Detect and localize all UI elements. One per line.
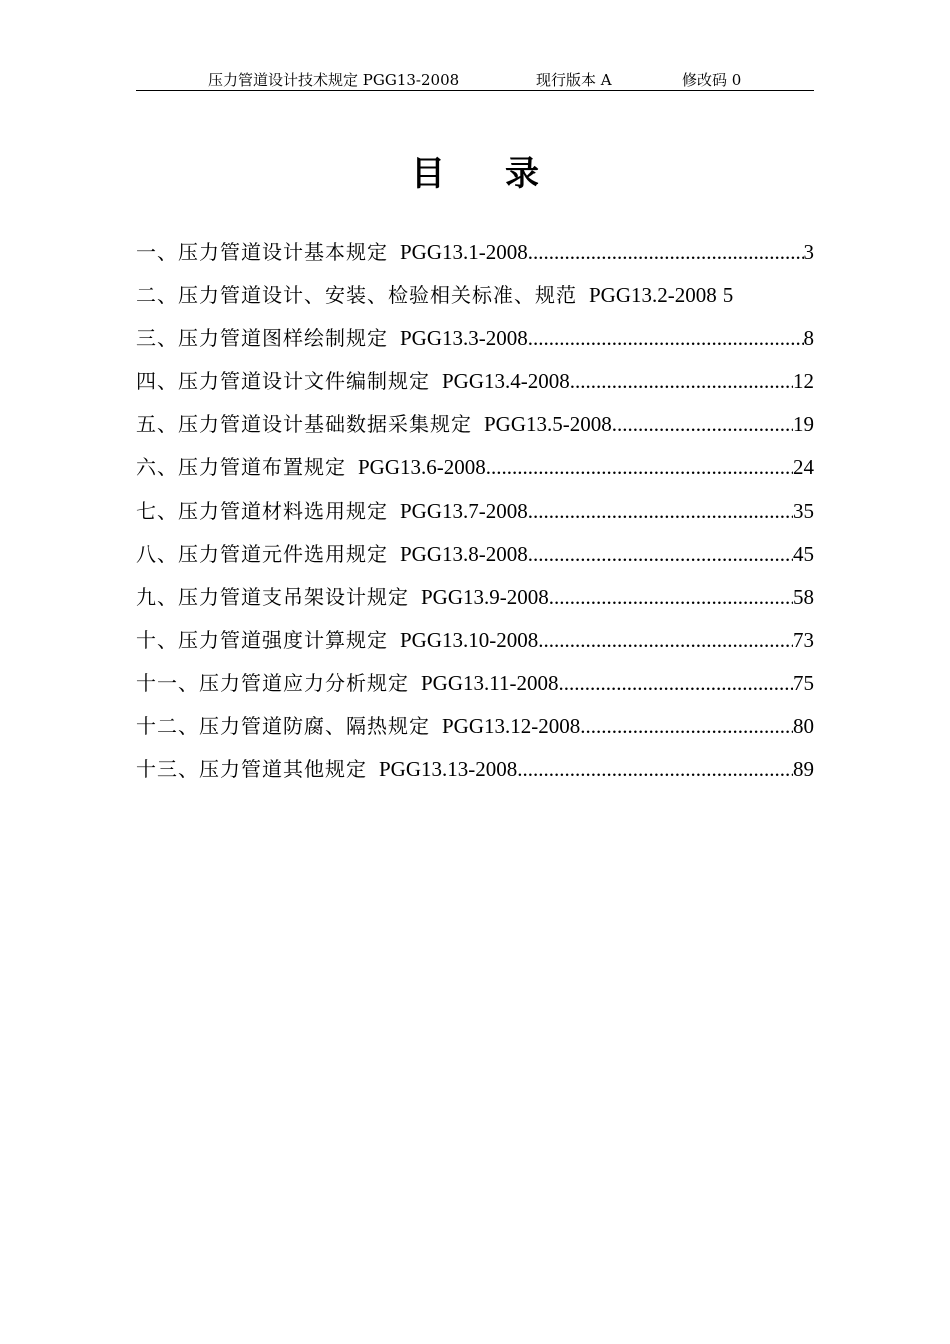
toc-entry-code: PGG13.7-2008	[400, 498, 528, 523]
toc-entry-title: 九、压力管道支吊架设计规定	[136, 584, 409, 609]
toc-entry-page: 58	[793, 584, 814, 609]
toc-entry-code: PGG13.11-2008	[421, 670, 559, 695]
toc-entry-title: 四、压力管道设计文件编制规定	[136, 369, 430, 394]
toc-entry-title: 五、压力管道设计基础数据采集规定	[136, 412, 472, 437]
toc-entry-title: 十一、压力管道应力分析规定	[136, 670, 409, 695]
toc-entry-page: 75	[793, 670, 814, 695]
toc-entry-page: 89	[793, 757, 814, 782]
toc-entry-code: PGG13.10-2008	[400, 627, 539, 652]
page-header	[136, 66, 814, 91]
toc-entry[interactable]	[136, 624, 814, 667]
toc-dot-leader	[570, 369, 793, 394]
toc-entry[interactable]	[136, 495, 814, 538]
toc-entry-title: 二、压力管道设计、安装、检验相关标准、规范	[136, 283, 577, 308]
toc-entry[interactable]	[136, 753, 814, 796]
toc-list	[136, 236, 814, 796]
toc-dot-leader	[528, 326, 804, 351]
toc-entry-title: 十二、压力管道防腐、隔热规定	[136, 714, 430, 739]
toc-entry[interactable]	[136, 236, 814, 279]
toc-entry-title: 十、压力管道强度计算规定	[136, 627, 388, 652]
toc-entry-page: 35	[793, 498, 814, 523]
toc-entry-title: 十三、压力管道其他规定	[136, 757, 367, 782]
toc-entry[interactable]	[136, 365, 814, 408]
toc-dot-leader	[517, 757, 793, 782]
toc-entry-title: 一、压力管道设计基本规定	[136, 240, 388, 264]
header-doc-title: 压力管道设计技术规定 PGG13-2008	[208, 71, 460, 89]
toc-entry-code: PGG13.9-2008	[421, 584, 549, 609]
toc-entry-page: 3	[803, 240, 814, 264]
toc-dot-leader	[549, 585, 793, 610]
toc-entry[interactable]	[136, 408, 814, 451]
toc-entry[interactable]	[136, 451, 814, 494]
toc-dot-leader	[580, 714, 793, 739]
toc-entry[interactable]	[136, 279, 814, 322]
toc-entry-title: 三、压力管道图样绘制规定	[136, 326, 388, 351]
toc-entry-page: 45	[793, 541, 814, 566]
toc-entry-title: 八、压力管道元件选用规定	[136, 541, 388, 566]
toc-entry-page: 5	[722, 283, 734, 308]
toc-entry-code: PGG13.8-2008	[400, 541, 528, 566]
toc-dot-leader	[558, 671, 793, 696]
toc-entry[interactable]	[136, 667, 814, 710]
toc-entry-page: 19	[793, 412, 814, 437]
header-version: 现行版本 A	[536, 71, 612, 89]
toc-entry-title: 六、压力管道布置规定	[136, 455, 346, 480]
toc-entry[interactable]	[136, 322, 814, 365]
toc-heading: 目录	[411, 154, 599, 194]
toc-entry[interactable]	[136, 538, 814, 581]
toc-dot-leader	[528, 240, 804, 265]
toc-entry-page: 24	[793, 455, 814, 480]
toc-entry-page: 73	[793, 627, 814, 652]
toc-dot-leader	[538, 628, 793, 653]
toc-entry-code: PGG13.3-2008	[400, 326, 528, 351]
toc-entry-page: 12	[793, 369, 814, 394]
toc-entry-code: PGG13.2-2008	[589, 283, 717, 308]
toc-dot-leader	[486, 455, 793, 480]
toc-dot-leader	[528, 542, 793, 567]
toc-entry-page: 8	[803, 326, 814, 351]
toc-entry-code: PGG13.5-2008	[484, 412, 612, 437]
toc-entry-code: PGG13.6-2008	[358, 455, 486, 480]
toc-entry-code: PGG13.12-2008	[442, 714, 581, 739]
toc-entry[interactable]	[136, 710, 814, 753]
toc-entry-code: PGG13.4-2008	[442, 369, 570, 394]
toc-entry-title: 七、压力管道材料选用规定	[136, 498, 388, 523]
toc-entry-code: PGG13.1-2008	[400, 240, 528, 264]
toc-dot-leader	[528, 499, 793, 524]
header-revision: 修改码 0	[682, 71, 742, 89]
toc-dot-leader	[612, 412, 793, 437]
toc-entry-page: 80	[793, 714, 814, 739]
toc-entry[interactable]	[136, 581, 814, 624]
toc-entry-code: PGG13.13-2008	[379, 757, 518, 782]
